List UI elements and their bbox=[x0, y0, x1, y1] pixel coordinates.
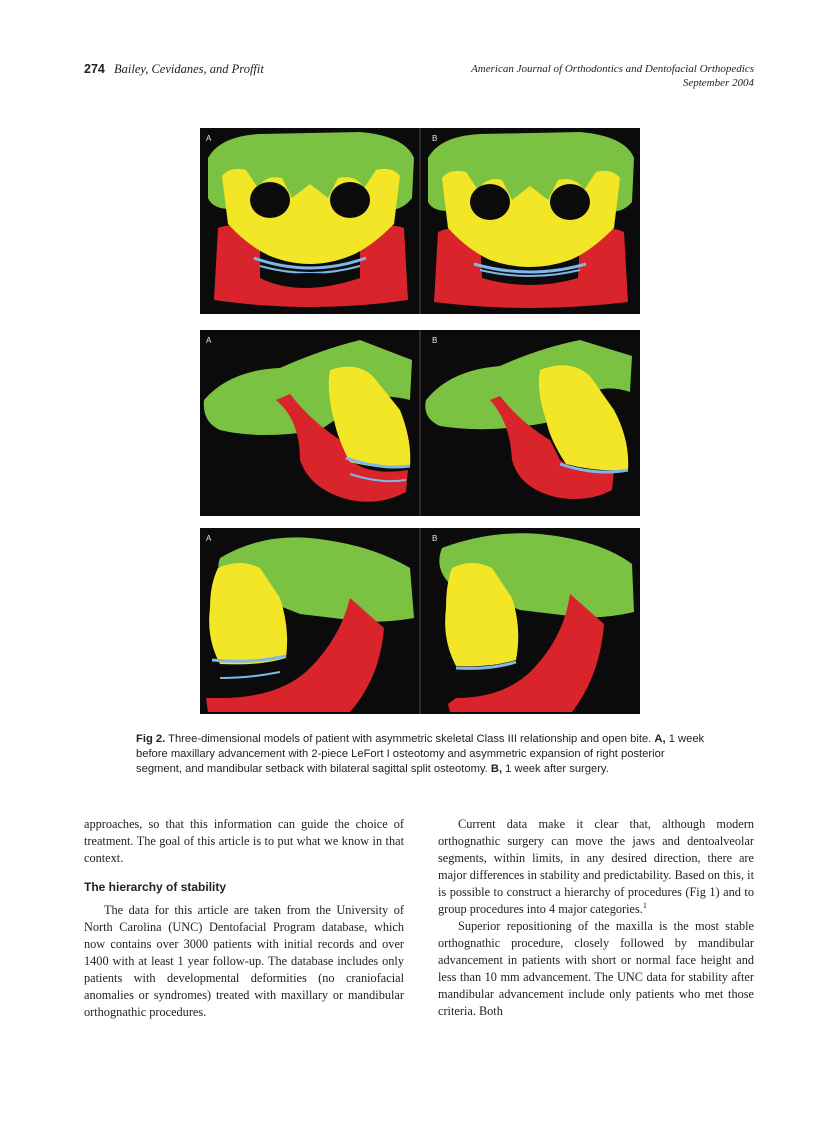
frontal-model-a bbox=[208, 132, 414, 307]
right-paragraph-1-text: Current data make it clear that, although modern orthognathic surgery can move the jaws and dentoalveolar segments, within limits, in any desired direction, there are major differences in stability and predictability. Based on this, it is possible to construct a hierarchy of procedures (Fig 1) and to group procedures into 4 major categories. bbox=[438, 817, 754, 916]
panel-label-b: B bbox=[432, 336, 438, 345]
figure-row-frontal bbox=[200, 128, 640, 314]
figure-row-left-lateral bbox=[200, 528, 640, 714]
panel-label-a: A bbox=[206, 336, 212, 345]
right-paragraph-2: Superior repositioning of the maxilla is the most stable orthognathic procedure, closely followed by mandibular advancement in patients with short or normal face height and less than 10 mm advancement. The UNC data for stability after mandibular advancement include only patients who met those criteria. Both bbox=[438, 919, 754, 1018]
figure-caption bbox=[136, 732, 706, 777]
issue-date: September 2004 bbox=[682, 77, 754, 89]
figure-row-right-lateral bbox=[200, 330, 640, 516]
caption-a-label: A, bbox=[654, 733, 666, 745]
panel-label-a: A bbox=[206, 134, 212, 143]
caption-text: Three-dimensional models of patient with asymmetric skeletal Class III relationship and open bite. bbox=[168, 733, 652, 745]
caption-b-text: 1 week after surgery. bbox=[505, 763, 609, 775]
page-number: 274 bbox=[84, 62, 105, 76]
left-column bbox=[84, 816, 404, 1021]
panel-label-b: B bbox=[432, 134, 438, 143]
running-authors: Bailey, Cevidanes, and Proffit bbox=[113, 62, 264, 76]
right-paragraph-1 bbox=[438, 816, 754, 918]
panel-label-a: A bbox=[206, 534, 212, 543]
right-column bbox=[438, 816, 754, 1020]
left-lateral-skull-models bbox=[200, 528, 640, 714]
running-header-right bbox=[471, 62, 754, 90]
panel-label-b: B bbox=[432, 534, 438, 543]
section-heading: The hierarchy of stability bbox=[84, 880, 227, 894]
left-paragraph-1: approaches, so that this information can guide the choice of treatment. The goal of this article is to put what we know in that context. bbox=[84, 817, 404, 865]
journal-title: American Journal of Orthodontics and Dentofacial Orthopedics bbox=[471, 63, 754, 75]
caption-b-label: B, bbox=[490, 763, 503, 775]
running-header-left bbox=[84, 62, 264, 77]
caption-label: Fig 2. bbox=[136, 733, 166, 745]
left-paragraph-2: The data for this article are taken from the University of North Carolina (UNC) Dentofacial Program database, which now contains over 3000 patients with initial records and over 1400 with at least 1 year follow-up. The database includes only patients with developmental deformities (no craniofacial anomalies or syndromes) treated with maxillary or mandibular orthognathic procedures. bbox=[84, 903, 404, 1019]
caption-a-text: 1 week before maxillary advancement with 2-piece LeFort I osteotomy and asymmetric expansion of right posterior segment, and mandibular setback with bilateral sagittal split osteotomy. bbox=[136, 733, 705, 775]
reference-superscript: 1 bbox=[642, 900, 647, 910]
frontal-skull-models bbox=[200, 128, 640, 314]
right-lateral-skull-models bbox=[200, 330, 640, 516]
